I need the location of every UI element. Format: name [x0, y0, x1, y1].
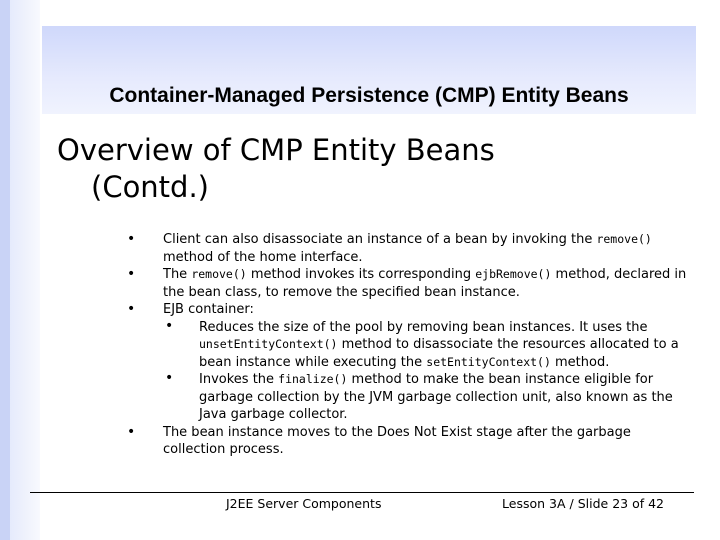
bullet-text: The: [163, 267, 192, 282]
sub-bullet-dot-icon: •: [165, 370, 174, 386]
left-decor-bar: [0, 0, 40, 540]
bullet-text: method to disassociate the resources allocated to a bean instance while executing the: [199, 337, 679, 370]
bullet-item: [127, 424, 687, 459]
bullet-text: method to make the bean instance eligible for garbage collection by the JVM garbage collection unit, also known as the Java garbage collector.: [199, 372, 673, 422]
footer-course-title: J2EE Server Components: [226, 496, 382, 511]
slide-title-line1: Overview of CMP Entity Beans: [57, 133, 495, 167]
bullet-dot-icon: •: [127, 231, 136, 247]
bullet-text: Invokes the: [199, 372, 279, 387]
bullet-dot-icon: •: [127, 301, 136, 317]
footer-slide-number: Lesson 3A / Slide 23 of 42: [502, 496, 664, 511]
bullet-code: remove(): [596, 232, 652, 246]
bullet-text: The bean instance moves to the Does Not Exist stage after the garbage collection process.: [163, 424, 631, 457]
bullet-code: ejbRemove(): [475, 267, 552, 281]
bullet-code: finalize(): [278, 372, 348, 386]
bullet-text: Client can also disassociate an instance of a bean by invoking the: [163, 232, 597, 247]
header-title: Container-Managed Persistence (CMP) Entity Beans: [109, 84, 629, 107]
sub-bullet-item: [127, 319, 687, 372]
slide-header: [42, 26, 696, 114]
bullet-item: [127, 231, 687, 266]
bullet-code: remove(): [191, 267, 247, 281]
bullet-item: [127, 266, 687, 301]
sub-bullet-dot-icon: •: [165, 317, 174, 334]
left-decor-edge: [0, 0, 10, 540]
bullet-code: unsetEntityContext(): [199, 337, 338, 351]
bullet-dot-icon: •: [127, 266, 136, 282]
bullet-text: method, declared in the bean class, to remove the specified bean instance.: [163, 267, 687, 300]
bullet-list: [127, 231, 687, 459]
bullet-text: method of the home interface.: [163, 249, 363, 265]
bullet-text: method invokes its corresponding: [246, 267, 476, 282]
bullet-text: EJB container:: [163, 302, 254, 317]
bullet-text: method.: [550, 354, 610, 370]
bullet-item: [127, 301, 687, 319]
slide-title: [57, 132, 657, 206]
slide-title-line2: (Contd.): [91, 170, 209, 204]
bullet-text: Reduces the size of the pool by removing bean instances. It uses the: [199, 319, 648, 335]
bullet-code: setEntityContext(): [426, 354, 551, 369]
sub-bullet-item: [127, 371, 687, 424]
footer-divider: [30, 492, 694, 493]
bullet-dot-icon: •: [127, 423, 136, 440]
